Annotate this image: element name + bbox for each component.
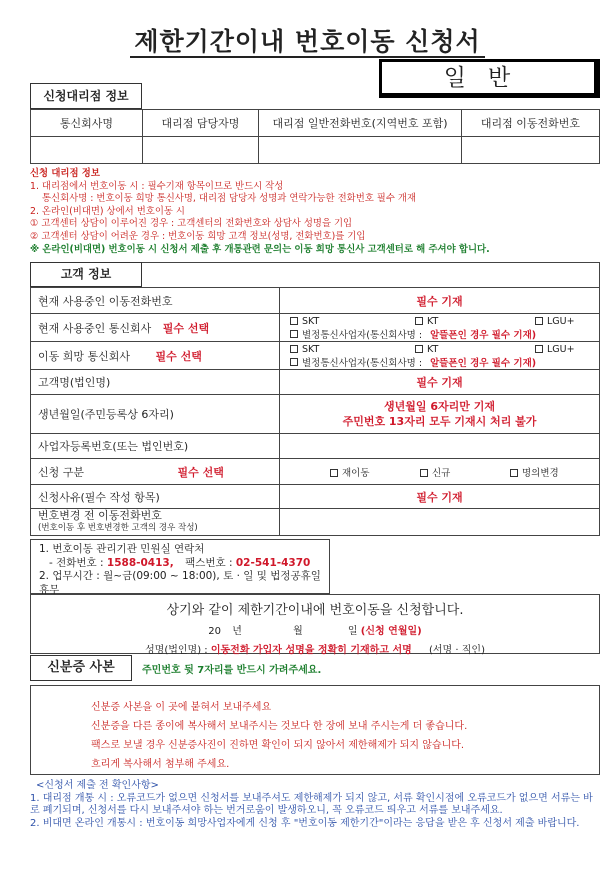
id-section-note: 주민번호 뒷 7자리를 반드시 가려주세요. <box>142 665 322 676</box>
checkbox-icon[interactable] <box>290 345 298 353</box>
agency-landline-input[interactable] <box>259 137 462 164</box>
checkbox-icon[interactable] <box>290 358 298 366</box>
business-number-input[interactable] <box>280 434 600 459</box>
current-number-label: 현재 사용중인 이동전화번호 <box>31 288 280 314</box>
current-carrier-kt[interactable]: KT <box>415 316 535 327</box>
form-title: 제한기간이내 번호이동 신청서 <box>0 22 615 58</box>
agency-col-manager: 대리점 담당자명 <box>143 110 259 137</box>
final-notes: <신청서 제출 전 확인사항> 1. 대리점 개통 시 : 오류코드가 없으면 신청서를 보내주셔도 제한해제가 되지 않고, 서류 확인시점에 오류코드가 없으면 서류는 바로 폐기되며, 신청서를 다시 보내주셔야 하는 번거로움이 발생하오니, 꼭 오류코드 띄우고 서류를 보내주세요. 2. 비대면 온라인 개통시 : 번호이동 희망사업자에게 신청 후 "번호이동 제한기간"이라는 응답을 받은 후 신청서 제출 바랍니다. <box>30 780 593 829</box>
prev-number-input[interactable] <box>280 509 600 536</box>
current-carrier-label: 현재 사용중인 통신회사 필수 선택 <box>31 314 280 342</box>
customer-name-label: 고객명(법인명) <box>31 370 280 395</box>
agency-col-landline: 대리점 일반전화번호(지역번호 포함) <box>259 110 462 137</box>
desired-carrier-lgu[interactable]: LGU+ <box>535 344 575 355</box>
request-type-reentry[interactable]: 재이동 <box>330 465 420 479</box>
checkbox-icon[interactable] <box>290 317 298 325</box>
checkbox-icon[interactable] <box>415 317 423 325</box>
request-type-options <box>280 459 600 485</box>
desired-carrier-kt[interactable]: KT <box>415 344 535 355</box>
checkbox-icon[interactable] <box>415 345 423 353</box>
declaration-signature[interactable]: 성명(법인명) : 이동전화 가입자 성명을 정확히 기재하고 서명 (서명 · 직인) <box>145 645 485 656</box>
agency-manager-input[interactable] <box>143 137 259 164</box>
agency-notes: 신청 대리점 정보 1. 대리점에서 번호이동 시 : 필수기재 항목이므로 반드시 작성 통신회사명 : 번호이동 희망 통신사명, 대리점 담당자 성명과 연락가능한 전화번호 필수 개재 2. 온라인(비대면) 상에서 번호이동 시 ① 고객센터 상담이 이루어진 경우 : 고객센터의 전화번호와 상담사 성명을 기입 ② 고객센터 상담이 어려운 경우 : 번호이동 희망 고객 정보(성명, 전화번호)를 기입 ※ 온라인(비대면) 번호이동 시 신청서 제출 후 개통관련 문의는 이동 희망 통신사 고객센터로 해 주셔야 합니다. <box>30 168 490 255</box>
desired-carrier-skt[interactable]: SKT <box>290 344 415 355</box>
checkbox-icon[interactable] <box>535 317 543 325</box>
business-number-label: 사업자등록번호(또는 법인번호) <box>31 434 280 459</box>
request-reason-label: 신청사유(필수 작성 항목) <box>31 485 280 509</box>
request-type-new[interactable]: 신규 <box>420 465 510 479</box>
contact-info-box: 1. 번호이동 관리기관 민원실 연락처 - 전화번호 : 1588-0413, 팩스번호 : 02-541-4370 2. 업무시간 : 월~금(09:00 ~ 18:00), 토 · 일 및 법정공휴일 휴무 <box>30 539 330 594</box>
prev-number-label: 번호변경 전 이동전화번호 (번호이동 후 번호변경한 고객의 경우 작성) <box>31 509 280 536</box>
agency-table <box>30 109 600 164</box>
id-attachment-area[interactable]: 신분증 사본을 이 곳에 붙혀서 보내주세요 신분증을 다른 종이에 복사해서 보내주시는 것보다 한 장에 보내 주시는게 더 좋습니다. 팩스로 보낼 경우 신분증사진이 진하면 확인이 되지 않아서 제한해제가 되지 않습니다. 흐리게 복사해서 첨부해 주세요. <box>30 685 600 775</box>
declaration-date[interactable]: 20 년 월 일 (신청 연월일) <box>208 626 422 637</box>
birth-date-input[interactable]: 생년월일 6자리만 기재 주민번호 13자리 모두 기재시 처리 불가 <box>280 395 600 434</box>
customer-section-label: 고객 정보 <box>30 262 142 287</box>
request-type-label: 신청 구분 필수 선택 <box>31 459 280 485</box>
agency-col-carrier: 통신회사명 <box>31 110 143 137</box>
id-section-label: 신분증 사본 <box>30 655 132 681</box>
desired-carrier-label: 이동 희망 통신회사 필수 선택 <box>31 342 280 370</box>
checkbox-icon[interactable] <box>510 469 518 477</box>
current-carrier-skt[interactable]: SKT <box>290 316 415 327</box>
agency-mobile-input[interactable] <box>462 137 600 164</box>
checkbox-icon[interactable] <box>290 330 298 338</box>
declaration-statement: 상기와 같이 제한기간이내에 번호이동을 신청합니다. <box>166 603 464 618</box>
current-number-input[interactable]: 필수 기재 <box>280 288 600 314</box>
current-carrier-lgu[interactable]: LGU+ <box>535 316 575 327</box>
birth-date-label: 생년월일(주민등록상 6자리) <box>31 395 280 434</box>
desired-carrier-mvno[interactable]: 별정통신사업자(통신회사명 : 알뜰폰인 경우 필수 기재) <box>280 356 599 369</box>
checkbox-icon[interactable] <box>330 469 338 477</box>
agency-col-mobile: 대리점 이동전화번호 <box>462 110 600 137</box>
agency-section-label: 신청대리점 정보 <box>30 83 142 109</box>
form-category-box: 일반 <box>379 59 600 98</box>
request-type-owner-change[interactable]: 명의변경 <box>510 465 559 479</box>
agency-carrier-input[interactable] <box>31 137 143 164</box>
customer-table <box>30 287 600 536</box>
desired-carrier-options <box>280 342 600 370</box>
request-reason-input[interactable]: 필수 기재 <box>280 485 600 509</box>
checkbox-icon[interactable] <box>535 345 543 353</box>
current-carrier-options <box>280 314 600 342</box>
declaration-box <box>30 594 600 654</box>
checkbox-icon[interactable] <box>420 469 428 477</box>
current-carrier-mvno[interactable]: 별정통신사업자(통신회사명 : 알뜰폰인 경우 필수 기재) <box>280 328 599 341</box>
customer-name-input[interactable]: 필수 기재 <box>280 370 600 395</box>
